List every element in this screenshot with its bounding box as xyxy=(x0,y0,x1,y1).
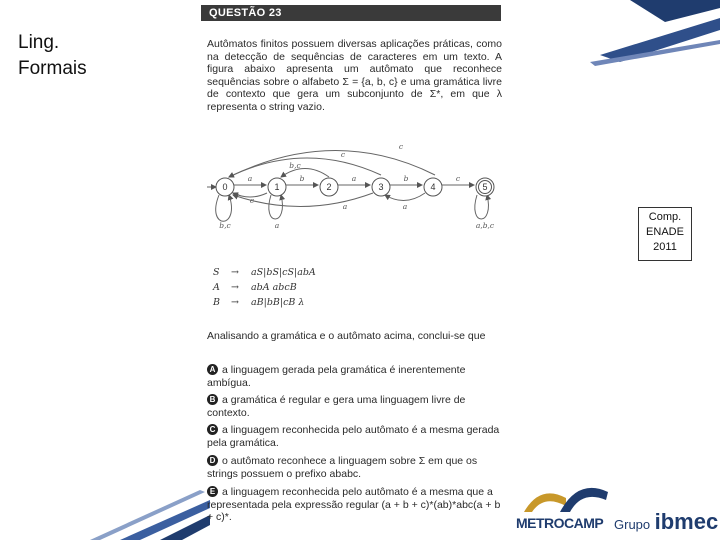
arc-label-top-mid: c xyxy=(340,150,346,159)
option-text: a linguagem gerada pela gramática é inerentemente ambígua. xyxy=(207,364,466,389)
arc-label-top-far: c xyxy=(398,142,404,151)
arc-label-top-near: b,c xyxy=(289,161,301,170)
option-d[interactable] xyxy=(207,455,502,480)
decorative-stripes-top xyxy=(590,0,720,80)
edge-label-1-0: c xyxy=(249,196,255,205)
state-3-label: 3 xyxy=(378,182,384,192)
decorative-stripes-bottom xyxy=(0,490,210,540)
loop-label-0: b,c xyxy=(219,221,231,230)
ibmec-logo-brand: ibmec xyxy=(654,509,719,534)
state-1-label: 1 xyxy=(274,182,280,192)
slide-title xyxy=(18,30,87,82)
ibmec-logo-prefix: Grupo xyxy=(614,517,651,532)
option-b[interactable] xyxy=(207,394,502,419)
grammar-rhs: aS|bS|cS|abA xyxy=(251,267,316,278)
slide-title-line1: Ling. xyxy=(18,32,60,53)
grammar-lhs: B xyxy=(213,297,220,308)
option-text: a linguagem reconhecida pelo autômato é a mesma gerada pela gramática. xyxy=(207,424,500,449)
edge-label-3-0: a xyxy=(342,202,348,211)
grammar-rule-s xyxy=(213,265,316,280)
loop-1 xyxy=(269,195,283,219)
grammar-lhs: S xyxy=(213,267,220,278)
option-a[interactable] xyxy=(207,364,502,389)
option-e[interactable] xyxy=(207,486,502,524)
edge-4-3 xyxy=(385,193,425,201)
ibmec-logo xyxy=(614,509,718,535)
option-letter-badge: A xyxy=(207,364,218,375)
grammar-rhs: aB|bB|cB λ xyxy=(251,297,305,308)
enade-badge-line3: 2011 xyxy=(653,241,677,253)
edge-label-0-1: a xyxy=(247,174,253,183)
grammar-rhs: abA abcB xyxy=(251,282,297,293)
metrocamp-logo-mark xyxy=(520,478,612,514)
option-text: a linguagem reconhecida pelo autômato é a mesma que a representada pela expressão regular (a + b + c)*(ab)*abc(a + b + c)*. xyxy=(207,486,501,523)
option-letter-badge: D xyxy=(207,455,218,466)
question-header: QUESTÃO 23 xyxy=(201,5,501,21)
edge-label-4-5: c xyxy=(455,174,461,183)
enade-badge xyxy=(638,207,692,261)
edge-label-1-2: b xyxy=(299,174,305,183)
option-text: a gramática é regular e gera uma linguagem livre de contexto. xyxy=(207,394,466,419)
grammar-rule-b xyxy=(213,295,316,310)
enade-badge-line1: Comp. xyxy=(648,211,682,223)
question-intro: Autômatos finitos possuem diversas aplicações práticas, como na detecção de sequências de caracteres em um texto. A figura abaixo apresenta um autômato que reconhece sequências sobre o alfabeto Σ = {a, b, c} e uma gramática livre de contexto que gera um subconjunto de Σ*, em que λ representa o string vazio. xyxy=(207,38,502,113)
analysis-prompt: Analisando a gramática e o autômato acima, conclui-se que xyxy=(207,330,486,342)
grammar-lhs: A xyxy=(213,282,220,293)
option-c[interactable] xyxy=(207,424,502,449)
edge-label-4-3: a xyxy=(402,202,408,211)
state-0-label: 0 xyxy=(222,182,228,192)
metrocamp-logo-text: METROCAMP xyxy=(516,515,604,531)
automaton-diagram xyxy=(205,135,505,235)
option-letter-badge: E xyxy=(207,486,218,497)
loop-label-1: a xyxy=(274,221,280,230)
edge-label-2-3: a xyxy=(351,174,357,183)
grammar-rules xyxy=(213,265,316,310)
grammar-arrow: → xyxy=(231,297,239,308)
grammar-rule-a xyxy=(213,280,316,295)
loop-label-5: a,b,c xyxy=(475,221,495,230)
option-letter-badge: C xyxy=(207,424,218,435)
option-letter-badge: B xyxy=(207,394,218,405)
loop-5 xyxy=(475,195,489,219)
state-2-label: 2 xyxy=(326,182,332,192)
loop-0 xyxy=(216,195,232,221)
branding-logos xyxy=(512,478,719,538)
enade-badge-line2: ENADE xyxy=(646,226,684,238)
option-text: o autômato reconhece a linguagem sobre Σ em que os strings possuem o prefixo ababc. xyxy=(207,455,478,480)
slide-title-line2: Formais xyxy=(18,58,87,79)
state-4-label: 4 xyxy=(430,182,436,192)
arc-2-1 xyxy=(281,169,329,178)
state-5-label: 5 xyxy=(482,182,488,192)
edge-label-3-4: b xyxy=(403,174,409,183)
grammar-arrow: → xyxy=(231,282,239,293)
grammar-arrow: → xyxy=(231,267,239,278)
